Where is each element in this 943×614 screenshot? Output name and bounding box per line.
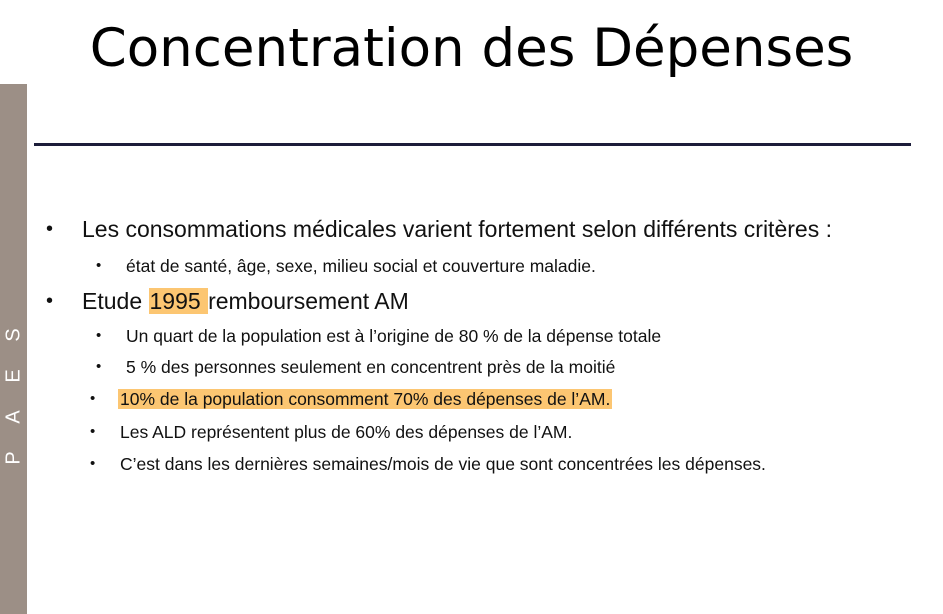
list-item xyxy=(90,420,573,444)
side-band-letters xyxy=(0,325,27,489)
bullet-text: 5 % des personnes seulement en concentrent près de la moitié xyxy=(126,357,616,377)
bullet-text-suffix: remboursement AM xyxy=(208,288,409,314)
list-item xyxy=(96,324,662,348)
list-item xyxy=(96,254,596,278)
side-letter: E xyxy=(2,369,25,383)
bullet-text: Les consommations médicales varient fortement selon différents critères : xyxy=(82,216,832,242)
bullet-dot: • xyxy=(46,218,54,240)
highlighted-year: 1995 xyxy=(149,288,208,314)
bullet-dot: • xyxy=(96,358,102,375)
title-divider xyxy=(34,143,911,146)
list-item xyxy=(96,355,616,379)
bullet-dot: • xyxy=(46,290,54,312)
bullet-text-prefix: Etude xyxy=(82,288,149,314)
bullet-dot: • xyxy=(90,423,96,440)
bullet-dot: • xyxy=(96,327,102,344)
list-item xyxy=(90,452,766,476)
highlighted-bullet-text: 10% de la population consomment 70% des dépenses de l’AM. xyxy=(120,389,611,409)
bullet-text: état de santé, âge, sexe, milieu social et couverture maladie. xyxy=(126,256,596,276)
bullet-dot: • xyxy=(96,257,102,274)
bullet-text: Les ALD représentent plus de 60% des dépenses de l’AM. xyxy=(120,422,573,442)
side-letter: S xyxy=(2,328,25,342)
list-item xyxy=(90,387,612,411)
bullet-dot: • xyxy=(90,390,96,407)
list-item xyxy=(46,215,832,243)
slide-title: Concentration des Dépenses xyxy=(89,18,854,79)
list-item xyxy=(46,287,409,315)
bullet-text: Un quart de la population est à l’origine de 80 % de la dépense totale xyxy=(126,326,662,346)
side-letter: A xyxy=(2,410,25,424)
side-letter: P xyxy=(2,451,25,465)
bullet-dot: • xyxy=(90,455,96,472)
bullet-text: C’est dans les dernières semaines/mois de vie que sont concentrées les dépenses. xyxy=(120,454,766,474)
